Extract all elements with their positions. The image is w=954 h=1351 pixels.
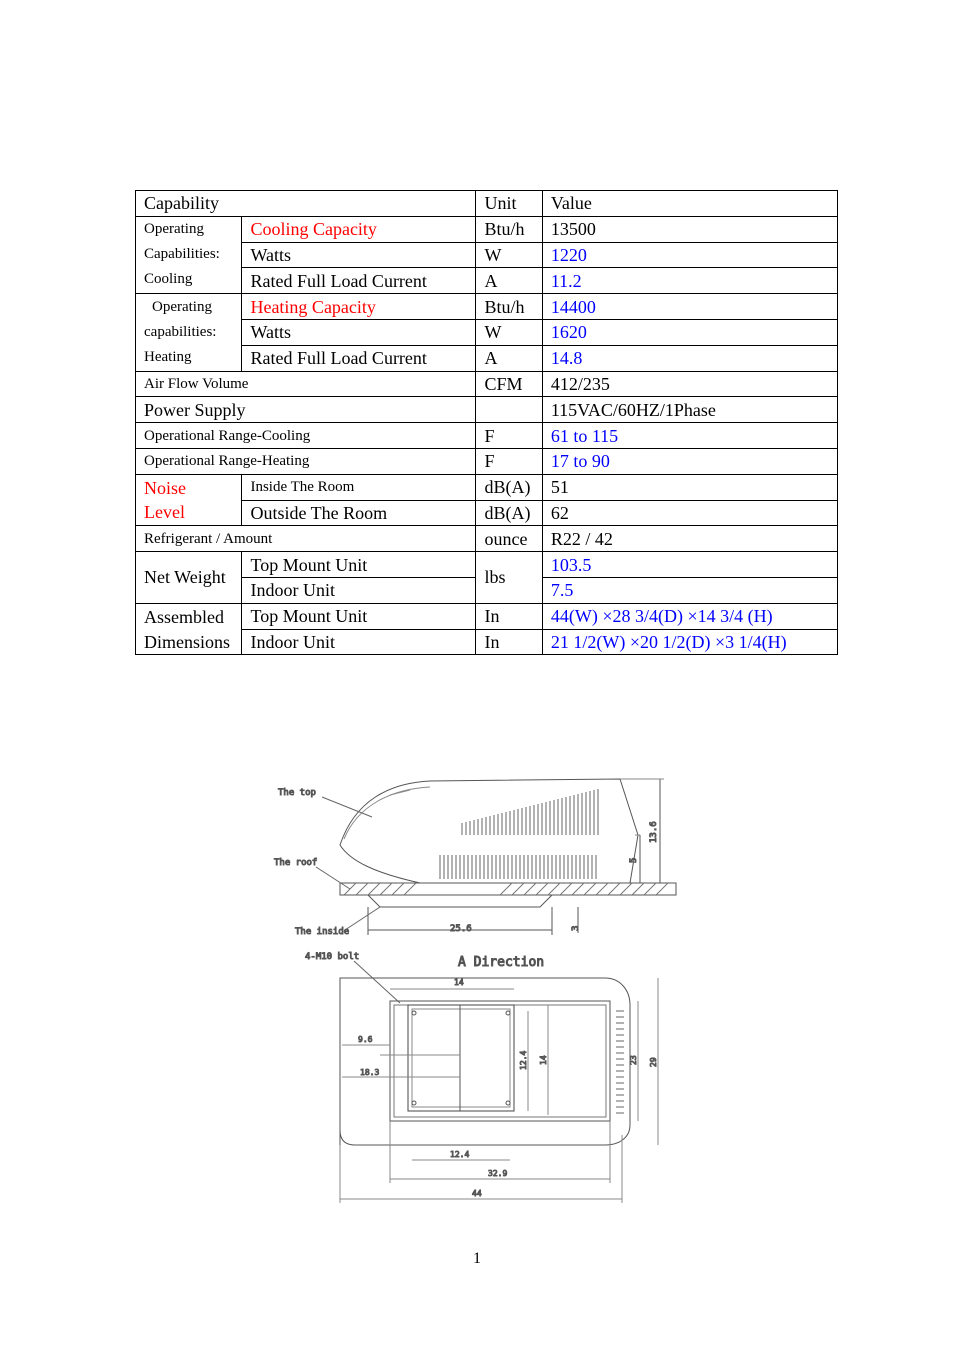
- heating-group-label: [136, 294, 242, 371]
- header-capability: Capability: [136, 191, 476, 217]
- power-supply-label: Power Supply: [136, 397, 476, 423]
- dim-12-4-h: 12.4: [450, 1150, 470, 1159]
- weight-indoor-label: Indoor Unit: [242, 577, 476, 603]
- dimensions-group-label: [136, 603, 242, 655]
- spec-table: [135, 190, 838, 655]
- noise-inside-unit: dB(A): [476, 474, 542, 500]
- roof-hatch: [344, 883, 668, 895]
- table-row-noise-inside: [136, 474, 838, 500]
- table-row-cooling-capacity: [136, 216, 838, 242]
- noise-line1: Noise: [144, 478, 186, 499]
- side-view: [316, 779, 676, 935]
- heating-current-value: 14.8: [542, 345, 837, 371]
- power-supply-value: 115VAC/60HZ/1Phase: [542, 397, 837, 423]
- cooling-capacity-label: Cooling Capacity: [242, 216, 476, 242]
- heating-watts-unit: W: [476, 319, 542, 345]
- cooling-current-unit: A: [476, 268, 542, 294]
- upper-vents: [462, 789, 598, 835]
- heating-capacity-label: Heating Capacity: [242, 294, 476, 320]
- net-weight-label: Net Weight: [136, 552, 242, 604]
- label-inside: The inside: [295, 927, 350, 937]
- cooling-group-line3: Cooling: [144, 271, 193, 288]
- noise-inside-value: 51: [542, 474, 837, 500]
- dimensions-top-label: Top Mount Unit: [242, 603, 476, 629]
- side-vents: [616, 1011, 624, 1113]
- noise-outside-value: 62: [542, 500, 837, 526]
- dim-5: 5: [629, 857, 639, 863]
- cooling-capacity-unit: Btu/h: [476, 216, 542, 242]
- cooling-current-value: 11.2: [542, 268, 837, 294]
- header-value: Value: [542, 191, 837, 217]
- dimensions-indoor-value: 21 1/2(W) ×20 1/2(D) ×3 1/4(H): [542, 629, 837, 655]
- refrigerant-value: R22 / 42: [542, 526, 837, 552]
- weight-top-value: 103.5: [542, 552, 837, 578]
- noise-outside-unit: dB(A): [476, 500, 542, 526]
- table-row-header: [136, 191, 838, 217]
- header-unit: Unit: [476, 191, 542, 217]
- dimensions-line1: Assembled: [144, 606, 224, 627]
- range-heating-value: 17 to 90: [542, 448, 837, 474]
- noise-group-label: [136, 474, 242, 526]
- heating-capacity-unit: Btu/h: [476, 294, 542, 320]
- range-cooling-unit: F: [476, 423, 542, 449]
- table-row-range-heating: [136, 448, 838, 474]
- cooling-current-label: Rated Full Load Current: [242, 268, 476, 294]
- dim-3: 3: [571, 925, 581, 931]
- cooling-watts-value: 1220: [542, 242, 837, 268]
- dim-12-4-v: 12.4: [519, 1050, 528, 1070]
- table-row-heating-capacity: [136, 294, 838, 320]
- dim-32-9: 32.9: [488, 1169, 508, 1178]
- dim-9-6: 9.6: [358, 1035, 373, 1044]
- table-row-refrigerant: [136, 526, 838, 552]
- cooling-group-line1: Operating: [144, 221, 204, 238]
- cooling-group-line2: Capabilities:: [144, 246, 220, 263]
- heating-watts-value: 1620: [542, 319, 837, 345]
- range-heating-unit: F: [476, 448, 542, 474]
- cooling-group-label: [136, 216, 242, 293]
- heating-current-unit: A: [476, 345, 542, 371]
- heating-current-label: Rated Full Load Current: [242, 345, 476, 371]
- air-flow-label: Air Flow Volume: [136, 371, 476, 397]
- range-cooling-value: 61 to 115: [542, 423, 837, 449]
- refrigerant-label: Refrigerant / Amount: [136, 526, 476, 552]
- page-number: 1: [473, 1250, 481, 1267]
- noise-inside-label: Inside The Room: [242, 474, 476, 500]
- cooling-capacity-value: 13500: [542, 216, 837, 242]
- air-flow-value: 412/235: [542, 371, 837, 397]
- dim-14-v: 14: [539, 1055, 548, 1065]
- table-row-power-supply: [136, 397, 838, 423]
- heating-group-line2: capabilities:: [144, 323, 217, 340]
- dim-14-top: 14: [454, 978, 464, 987]
- air-flow-unit: CFM: [476, 371, 542, 397]
- dimensions-top-value: 44(W) ×28 3/4(D) ×14 3/4 (H): [542, 603, 837, 629]
- cooling-watts-label: Watts: [242, 242, 476, 268]
- dim-25-6: 25.6: [450, 924, 472, 934]
- dim-23: 23: [629, 1055, 638, 1065]
- label-top: The top: [278, 788, 316, 798]
- table-row-air-flow: [136, 371, 838, 397]
- heating-capacity-value: 14400: [542, 294, 837, 320]
- dimensions-indoor-unit: In: [476, 629, 542, 655]
- table-row-weight-top: [136, 552, 838, 578]
- range-heating-label: Operational Range-Heating: [136, 448, 476, 474]
- weight-indoor-value: 7.5: [542, 577, 837, 603]
- dim-29: 29: [649, 1057, 658, 1067]
- weight-top-label: Top Mount Unit: [242, 552, 476, 578]
- range-cooling-label: Operational Range-Cooling: [136, 423, 476, 449]
- lower-vents: [440, 855, 596, 879]
- dimensions-top-unit: In: [476, 603, 542, 629]
- noise-outside-label: Outside The Room: [242, 500, 476, 526]
- heating-group-line3: Heating: [144, 348, 192, 365]
- label-bolt: 4-M10 bolt: [305, 952, 360, 962]
- dim-18-3: 18.3: [360, 1068, 380, 1077]
- indoor-unit-side: [368, 895, 552, 907]
- technical-drawing: [260, 765, 700, 1215]
- power-supply-unit: [476, 397, 542, 423]
- heating-group-line1: Operating: [152, 298, 212, 315]
- dimensions-line2: Dimensions: [144, 631, 231, 652]
- dim-44: 44: [472, 1189, 482, 1198]
- net-weight-unit: lbs: [476, 552, 542, 604]
- table-row-range-cooling: [136, 423, 838, 449]
- noise-line2: Level: [144, 502, 185, 523]
- refrigerant-unit: ounce: [476, 526, 542, 552]
- dimensions-indoor-label: Indoor Unit: [242, 629, 476, 655]
- heating-watts-label: Watts: [242, 319, 476, 345]
- label-roof: The roof: [274, 858, 318, 868]
- table-row-dimensions-top: [136, 603, 838, 629]
- cooling-watts-unit: W: [476, 242, 542, 268]
- dim-13-6: 13.6: [649, 821, 659, 843]
- label-direction: A Direction: [458, 955, 545, 970]
